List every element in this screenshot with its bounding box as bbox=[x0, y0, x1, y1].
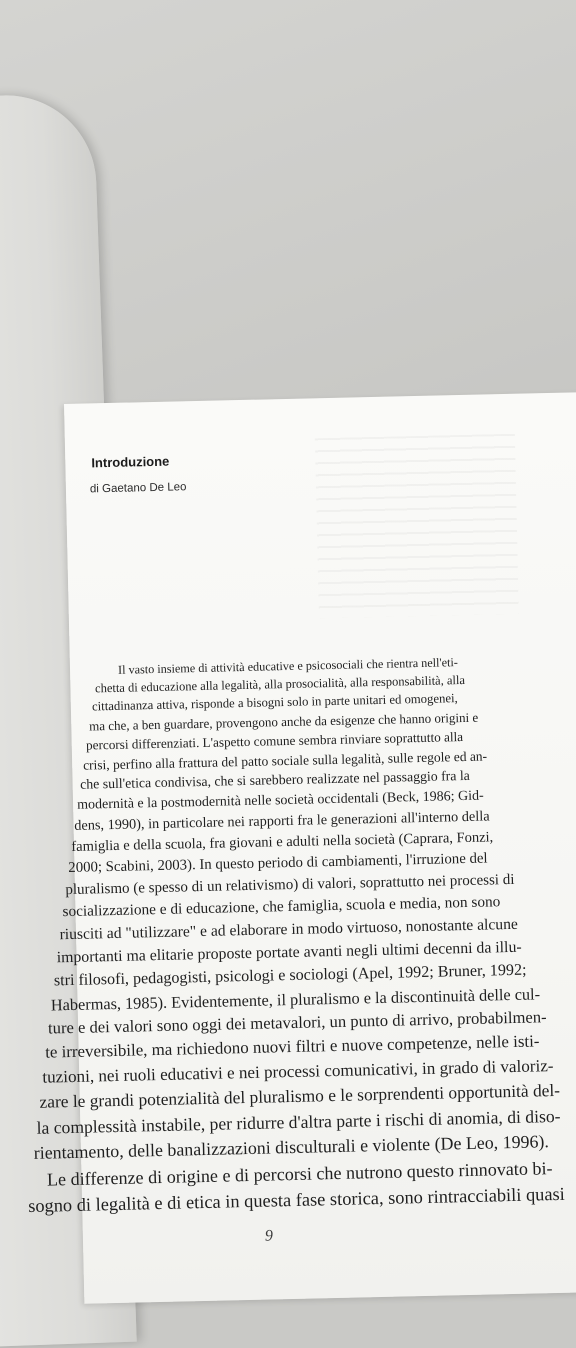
text-line: Il vasto insieme di attività educative e psicosociali che rientra nell'eti- bbox=[117, 655, 459, 677]
text-line: ma che, a ben guardare, provengono anche da esigenze che hanno origini e bbox=[88, 709, 479, 734]
text-line: Habermas, 1985). Evidentemente, il pluralismo e la discontinuità delle cul- bbox=[50, 983, 541, 1015]
text-line: pluralismo (e spesso di un relativismo) di valori, soprattutto nei processi di bbox=[65, 871, 515, 898]
text-line: rientamento, delle banalizzazioni disculturali e violente (De Leo, 1996). bbox=[33, 1131, 550, 1163]
text-line: la complessità instabile, per ridurre d'altra parte i rischi di anomia, di diso- bbox=[36, 1105, 561, 1138]
text-line: importanti ma elitarie proposte portate avanti negli ultimi decenni da illu- bbox=[56, 939, 522, 967]
text-line: Le differenze di origine e di percorsi che nutrono questo rinnovato bi- bbox=[46, 1157, 553, 1190]
text-line: famiglia e della scuola, fra giovani e adulti nella società (Caprara, Fonzi, bbox=[71, 829, 494, 855]
author-prefix: di bbox=[89, 483, 100, 496]
author-name: Gaetano De Leo bbox=[101, 481, 187, 496]
text-line: crisi, perfino alla frattura del patto sociale sulla legalità, sulle regole ed an- bbox=[82, 748, 488, 773]
text-line: cittadinanza attiva, risponde a bisogni solo in parte unitari ed omogenei, bbox=[91, 691, 458, 714]
body-paragraph bbox=[27, 650, 576, 1218]
text-line: sogno di legalità e di etica in questa fase storica, sono rintracciabili quasi bbox=[27, 1183, 566, 1216]
author-line bbox=[90, 481, 187, 495]
text-line: chetta di educazione alla legalità, alla prosocialità, alla responsabilità, alla bbox=[94, 672, 466, 696]
text-line: che sull'etica condivisa, che si sarebbero realizzate nel passaggio fra la bbox=[79, 768, 470, 793]
book-page bbox=[27, 392, 576, 1304]
text-line: modernità e la postmodernità nelle società occidentali (Beck, 1986; Gid- bbox=[77, 788, 484, 813]
text-line: ture e dei valori sono oggi dei metavalori, un punto di arrivo, probabilmen- bbox=[47, 1007, 547, 1038]
text-line: percorsi differenziati. L'aspetto comune sembra rinviare soprattutto alla bbox=[85, 729, 464, 753]
text-line: socializzazione e di educazione, che famiglia, scuola e media, non sono bbox=[62, 893, 501, 921]
text-line: te irreversibile, ma richiedono nuovi filtri e nuove competenze, nelle isti- bbox=[44, 1031, 540, 1062]
text-line: riusciti ad "utilizzare" e ad elaborare in modo virtuoso, nonostante alcune bbox=[59, 915, 518, 943]
text-line: 2000; Scabini, 2003). In questo periodo di cambiamenti, l'irruzione del bbox=[68, 850, 488, 877]
text-line: tuzioni, nei ruoli educativi e nei processi comunicativi, in grado di valoriz- bbox=[42, 1055, 554, 1087]
text-line: dens, 1990), in particolare nei rapporti fra le generazioni all'interno della bbox=[74, 808, 490, 834]
show-through-text bbox=[315, 434, 519, 618]
text-line: stri filosofi, pedagogisti, psicologi e sociologi (Apel, 1992; Bruner, 1992; bbox=[53, 961, 527, 990]
chapter-heading: Introduzione bbox=[91, 453, 170, 471]
text-line: zare le grandi potenzialità del pluralismo e le sorprendenti opportunità del- bbox=[39, 1080, 561, 1113]
page-number: 9 bbox=[264, 1227, 274, 1245]
